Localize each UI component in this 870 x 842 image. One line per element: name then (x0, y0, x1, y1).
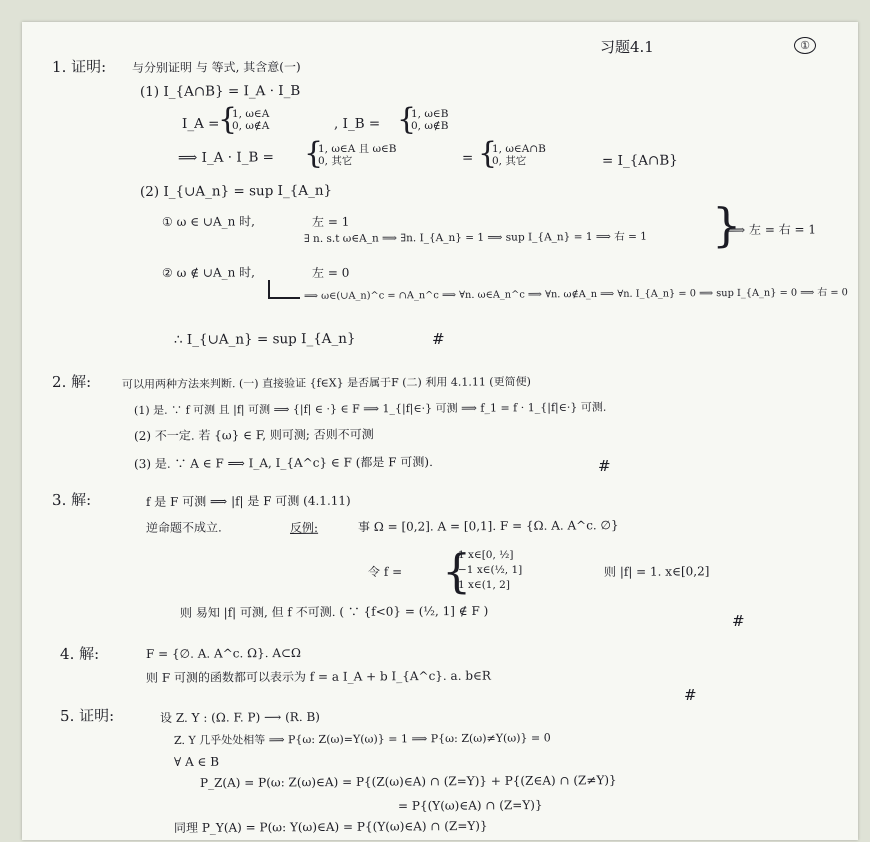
p1-end-mark: # (432, 330, 445, 348)
p4-end-mark: # (684, 686, 697, 704)
problem-5-line1: 设 Z. Y : (Ω. F. P) ⟶ (R. B) (159, 709, 320, 725)
ib-cases (411, 108, 448, 132)
ia-case-bot: 0, ω∉A (232, 120, 270, 132)
problem-2-label: 2. 解: (51, 372, 92, 391)
problem-5-line5: = P{(Y(ω)∈A) ∩ (Z=Y)} (397, 797, 543, 813)
brace-intersection: { (478, 136, 498, 171)
p1-part2-heading: (2) I_{∪A_n} = sup I_{A_n} (139, 182, 333, 200)
intersection-rhs: = I_{A∩B} (601, 152, 678, 169)
brace-piecewise-f: { (442, 544, 472, 598)
problem-3-line2a: 逆命题不成立. (145, 520, 222, 535)
intersection-case-bot: 0, 其它 (492, 155, 527, 167)
problem-2-intro: 可以用两种方法来判断. (一) 直接验证 {f∈X} 是否属于F (二) 利用 4.1.11 (更简便) (121, 375, 531, 391)
problem-1-intro: 与分别证明 与 等式, 其含意(一) (131, 59, 301, 75)
intersection-case-top: 1, ω∈A∩B (492, 143, 546, 155)
case1-conclusion: ⟹ 左 = 右 = 1 (727, 222, 817, 237)
problem-5-line4: P_Z(A) = P(ω: Z(ω)∈A) = P{(Z(ω)∈A) ∩ (Z=Y)} + P{(Z∈A) ∩ (Z≠Y)} (199, 773, 617, 790)
ia-case-top: 1, ω∈A (232, 108, 270, 120)
piecewise-f-case2: −1 x∈(½, 1] (458, 564, 523, 576)
problem-2-line3: (3) 是. ∵ A ∈ F ⟹ I_A, I_{A^c} ∈ F (都是 F 可测). (133, 454, 433, 471)
brace-case1: } (712, 198, 742, 252)
p3-end-mark: # (732, 612, 745, 630)
problem-3-label: 3. 解: (51, 490, 92, 509)
piecewise-f-case3: 1 x∈(1, 2] (458, 579, 510, 591)
page-title: 习题4.1 (600, 38, 654, 56)
case1-chain: ∃ n. s.t ω∈A_n ⟹ ∃n. I_{A_n} = 1 ⟹ sup I_{A_n} = 1 ⟹ 右 = 1 (303, 230, 647, 245)
brace-product: { (304, 136, 324, 171)
problem-5-label: 5. 证明: (59, 706, 115, 725)
problem-4-line1: F = {∅. A. A^c. Ω}. A⊂Ω (145, 645, 302, 661)
piecewise-f-cases (458, 548, 522, 593)
product-cases (318, 143, 397, 167)
product-lhs: ⟹ I_A · I_B = (177, 149, 275, 166)
case2-connector-horizontal (268, 297, 300, 299)
case2-chain: ⟹ ω∈(∪A_n)^c = ∩A_n^c ⟹ ∀n. ω∈A_n^c ⟹ ∀n. ω∉A_n ⟹ ∀n. I_{A_n} = 0 ⟹ sup I_{A_n} = 0 ⟹ 右 = 0 (303, 287, 848, 302)
ib-case-top: 1, ω∈B (411, 108, 449, 120)
product-case-bot: 0, 其它 (318, 155, 353, 167)
piecewise-f-case1: 1 x∈[0, ½] (458, 549, 514, 561)
equals-sign: = (461, 149, 474, 166)
problem-2-line2: (2) 不一定. 若 {ω} ∈ F, 则可测; 否则不可测 (133, 427, 374, 443)
ia-lhs: I_A = (181, 115, 220, 132)
ib-case-bot: 0, ω∉B (411, 120, 449, 132)
abs-f-value: 则 |f| = 1. x∈[0,2] (603, 564, 710, 579)
ia-cases (232, 108, 269, 132)
problem-3-line2c: 事 Ω = [0,2]. A = [0,1]. F = {Ω. A. A^c. ∅} (357, 518, 619, 534)
p1-part1-heading: (1) I_{A∩B} = I_A · I_B (139, 82, 301, 100)
case1-condition: ① ω ∈ ∪A_n 时, (161, 214, 255, 229)
case2-left: 左 = 0 (311, 265, 350, 280)
problem-4-line2: 则 F 可测的函数都可以表示为 f = a I_A + b I_{A^c}. a. b∈R (145, 668, 491, 685)
case1-left: 左 = 1 (311, 214, 350, 229)
intersection-cases (492, 143, 546, 167)
problem-2-line1: (1) 是. ∵ f 可测 且 |f| 可测 ⟹ {|f| ∈ ·} ∈ F ⟹ 1_{|f|∈·} 可测 ⟹ f_1 = f · 1_{|f|∈·} 可测. (133, 400, 607, 417)
problem-3-line2b: 反例: (289, 520, 319, 535)
page-number (794, 35, 816, 54)
case2-connector-vertical (268, 280, 270, 298)
ib-lhs: , I_B = (333, 115, 381, 132)
scanned-page (22, 22, 858, 840)
problem-3-line4: 则 易知 |f| 可测, 但 f 不可测. ( ∵ {f<0} = (½, 1] ∉ F ) (179, 603, 489, 620)
problem-5-line6: 同理 P_Y(A) = P(ω: Y(ω)∈A) = P{(Y(ω)∈A) ∩ (Z=Y)} (173, 818, 488, 835)
p2-end-mark: # (598, 457, 611, 475)
problem-1-label: 1. 证明: (51, 57, 107, 76)
product-case-top: 1, ω∈A 且 ω∈B (318, 143, 397, 155)
problem-5-line3: ∀ A ∈ B (173, 754, 220, 769)
case2-condition: ② ω ∉ ∪A_n 时, (161, 265, 255, 280)
piecewise-f-lhs: 令 f = (367, 564, 403, 579)
problem-4-label: 4. 解: (59, 644, 100, 663)
problem-3-line1: f 是 F 可测 ⟹ |f| 是 F 可测 (4.1.11) (145, 493, 351, 509)
p1-conclusion: ∴ I_{∪A_n} = sup I_{A_n} (173, 330, 356, 348)
problem-5-line2: Z. Y 几乎处处相等 ⟹ P{ω: Z(ω)=Y(ω)} = 1 ⟹ P{ω: Z(ω)≠Y(ω)} = 0 (173, 731, 551, 747)
brace-ia: { (218, 102, 238, 137)
brace-ib: { (397, 102, 417, 137)
page-number-text: ① (794, 37, 816, 54)
